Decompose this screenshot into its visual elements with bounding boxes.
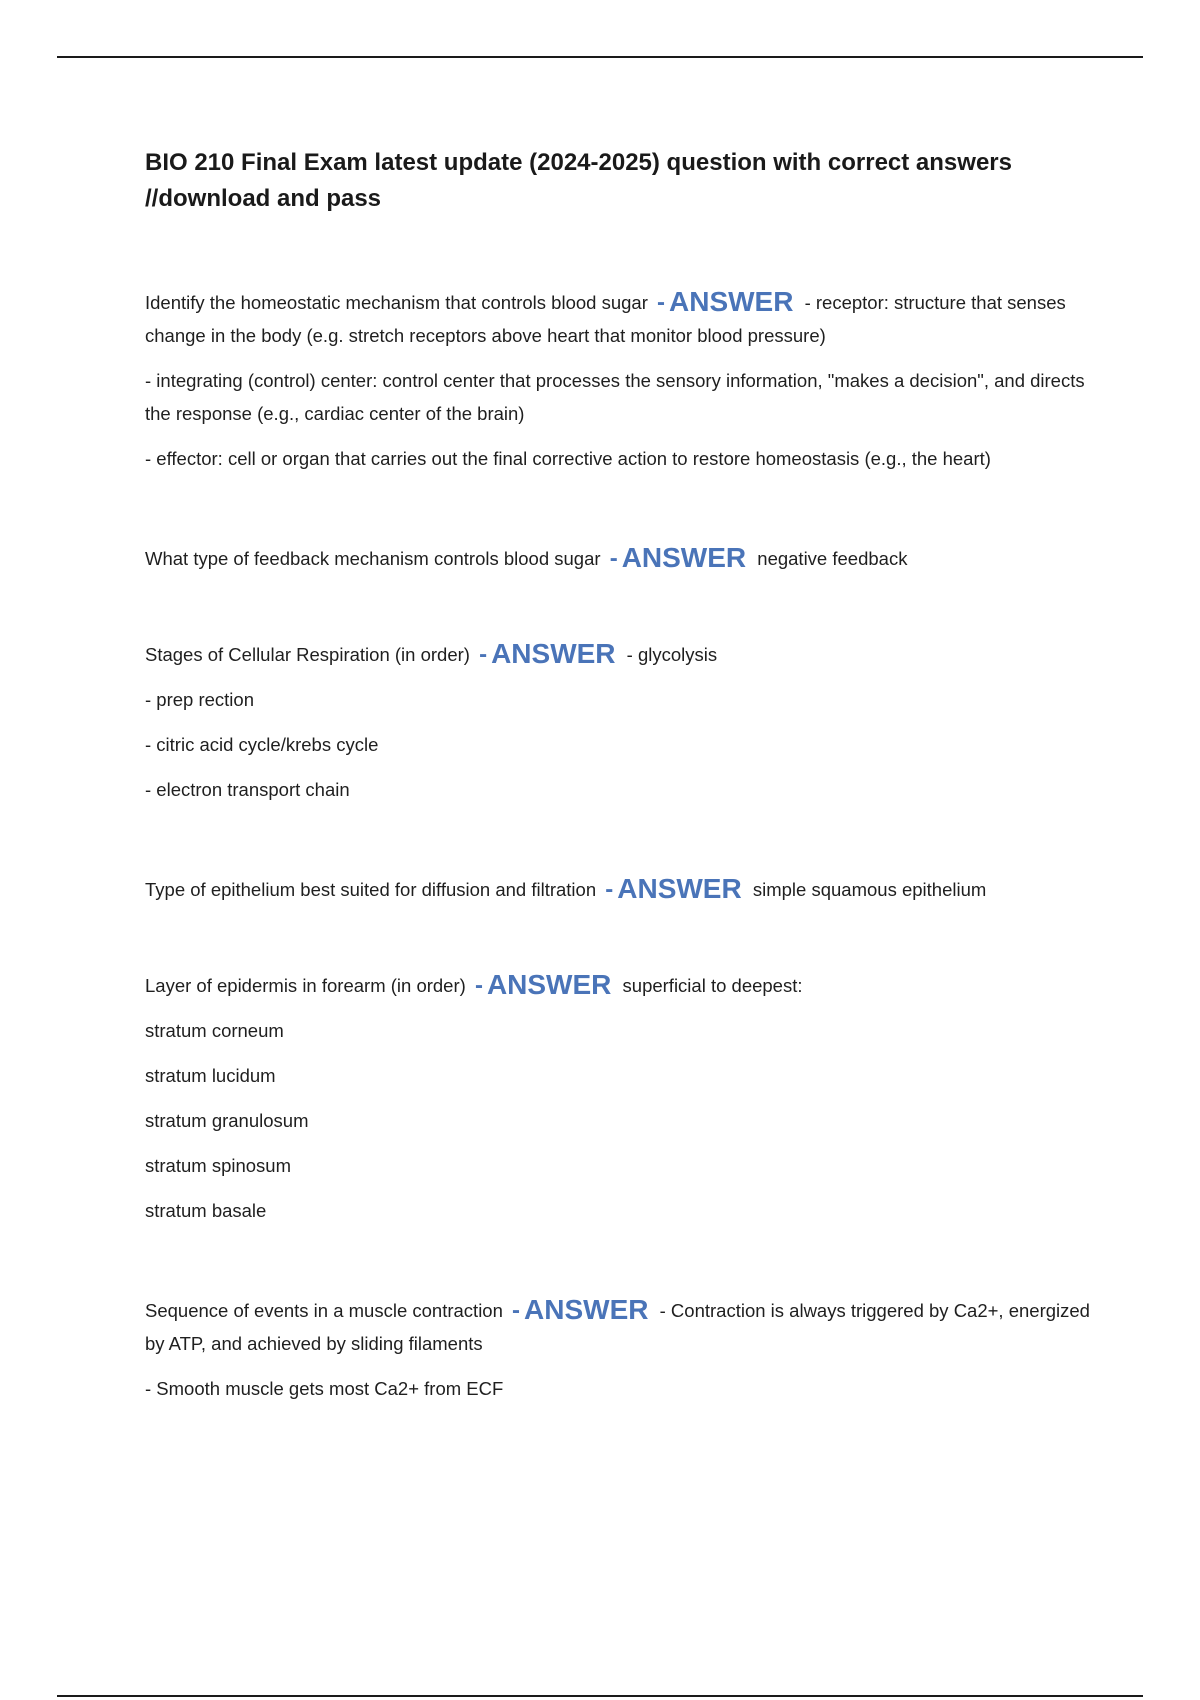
answer-dash: -	[512, 1297, 521, 1324]
answer-tag	[508, 1294, 654, 1325]
question-text: Identify the homeostatic mechanism that controls blood sugar	[145, 292, 648, 313]
qa-item	[145, 872, 1090, 906]
answer-line: stratum basale	[145, 1200, 267, 1221]
answer-text: - receptor: structure that senses change in the body (e.g. stretch receptors above heart that monitor blood pressure)	[145, 292, 1066, 346]
answer-dash: -	[605, 876, 614, 903]
question-text: Type of epithelium best suited for diffusion and filtration	[145, 879, 597, 900]
answer-text: simple squamous epithelium	[752, 879, 987, 900]
qa-item	[145, 1293, 1090, 1405]
answer-label: ANSWER	[524, 1294, 649, 1325]
top-rule	[57, 56, 1143, 58]
answer-line: - integrating (control) center: control center that processes the sensory information, "makes a decision", and directs the response (e.g., cardiac center of the brain)	[145, 370, 1085, 424]
answer-tag	[475, 638, 621, 669]
answer-tag	[606, 542, 752, 573]
answer-text: negative feedback	[757, 548, 908, 569]
question-text: What type of feedback mechanism controls blood sugar	[145, 548, 601, 569]
answer-tag	[653, 286, 799, 317]
answer-text: superficial to deepest:	[622, 975, 803, 996]
answer-text: - Contraction is always triggered by Ca2+, energized by ATP, and achieved by sliding filaments	[145, 1300, 1090, 1354]
answer-dash: -	[657, 289, 665, 316]
answer-dash: -	[479, 641, 488, 668]
answer-dash: -	[609, 545, 618, 572]
answer-line: stratum corneum	[145, 1020, 284, 1041]
qa-first-line	[145, 1293, 1090, 1360]
question-text: Stages of Cellular Respiration (in order)	[145, 644, 470, 665]
question-text: Sequence of events in a muscle contraction	[145, 1300, 503, 1321]
answer-label: ANSWER	[669, 286, 794, 317]
qa-item	[145, 968, 1090, 1227]
answer-label: ANSWER	[491, 638, 616, 669]
document-body	[145, 145, 1090, 1471]
qa-item	[145, 637, 1090, 806]
answer-line: - citric acid cycle/krebs cycle	[145, 734, 379, 755]
answer-text: - glycolysis	[626, 644, 718, 665]
answer-label: ANSWER	[621, 542, 747, 573]
answer-tag	[601, 873, 747, 904]
answer-line: - prep rection	[145, 689, 254, 710]
answer-tag	[471, 969, 617, 1000]
qa-first-line	[145, 872, 1090, 906]
answer-label: ANSWER	[486, 969, 612, 1000]
qa-item	[145, 285, 1090, 475]
qa-first-line	[145, 285, 1090, 352]
answer-line: - effector: cell or organ that carries out the final corrective action to restore homeostasis (e.g., the heart)	[145, 448, 991, 469]
question-text: Layer of epidermis in forearm (in order)	[145, 975, 466, 996]
answer-dash: -	[474, 972, 483, 999]
qa-item	[145, 541, 1090, 575]
answer-line: - Smooth muscle gets most Ca2+ from ECF	[145, 1378, 504, 1399]
answer-line: stratum spinosum	[145, 1155, 291, 1176]
qa-first-line	[145, 637, 1090, 671]
bottom-rule	[57, 1695, 1143, 1697]
answer-line: stratum granulosum	[145, 1110, 309, 1131]
answer-line: stratum lucidum	[145, 1065, 276, 1086]
qa-first-line	[145, 541, 1090, 575]
document-title: BIO 210 Final Exam latest update (2024-2025) question with correct answers //download and pass	[145, 149, 1012, 212]
answer-line: - electron transport chain	[145, 779, 350, 800]
qa-first-line	[145, 968, 1090, 1002]
answer-label: ANSWER	[617, 873, 742, 904]
